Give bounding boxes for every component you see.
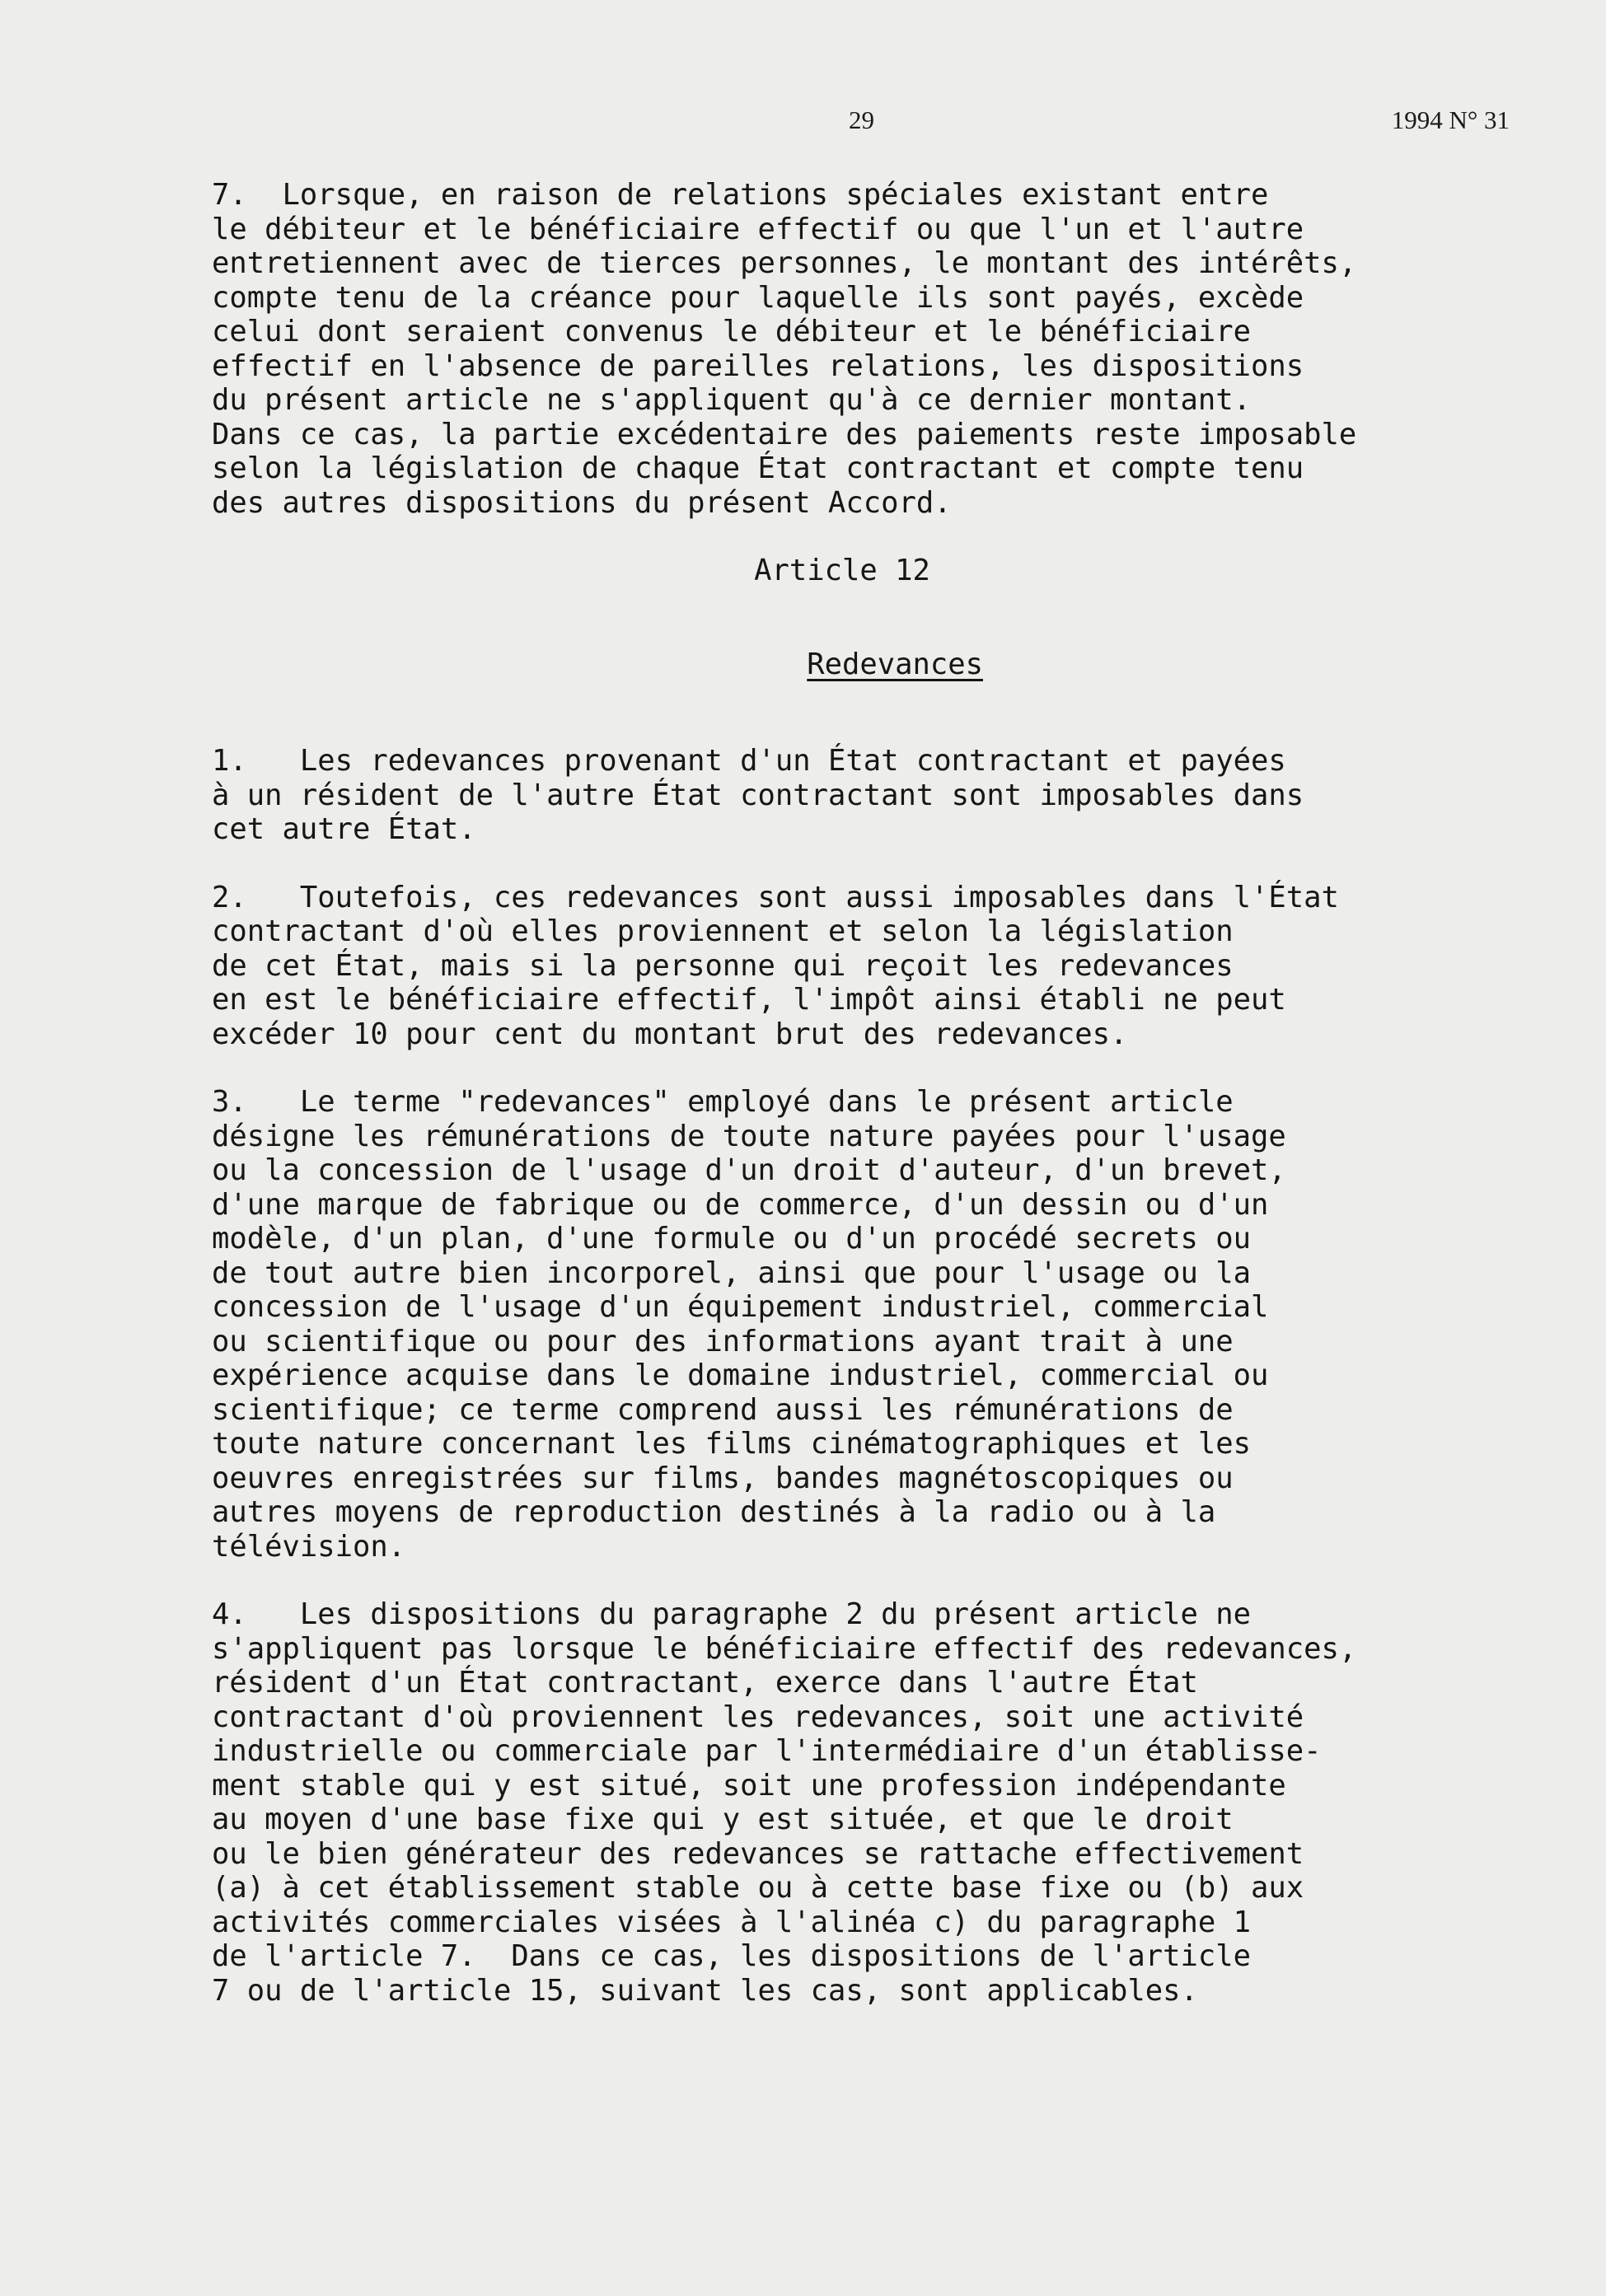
article-subtitle-text: Redevances: [807, 648, 983, 681]
paragraph-7-interest: 7. Lorsque, en raison de relations spéciales existant entre le débiteur et le bénéficiaire effectif ou que l'un et l'autre entretiennent avec de tierces personnes, le montant des intérêts, compte tenu de la créance pour laquelle ils sont payés, excède celui dont seraient convenus le débiteur et le bénéficiaire effectif en l'absence de pareilles relations, les dispositions du présent article ne s'appliquent qu'à ce dernier montant. Dans ce cas, la partie excédentaire des paiements reste imposable selon la législation de chaque État contractant et compte tenu des autres dispositions du présent Accord.: [212, 178, 1357, 520]
paragraph-3: 3. Le terme "redevances" employé dans le présent article désigne les rémunérations de toute nature payées pour l'usage ou la concession de l'usage d'un droit d'auteur, d'un brevet, d'une marque de fabrique ou de commerce, d'un dessin ou d'un modèle, d'un plan, d'une formule ou d'un procédé secrets ou de tout autre bien incorporel, ainsi que pour l'usage ou la concession de l'usage d'un équipement industriel, commercial ou scientifique ou pour des informations ayant trait à une expérience acquise dans le domaine industriel, commercial ou scientifique; ce terme comprend aussi les rémunérations de toute nature concernant les films cinématographiques et les oeuvres enregistrées sur films, bandes magnétoscopiques ou autres moyens de reproduction destinés à la radio ou à la télévision.: [212, 1085, 1286, 1564]
article-title: Article 12: [754, 554, 930, 587]
document-body: [212, 178, 1547, 2041]
paragraph-4: 4. Les dispositions du paragraphe 2 du présent article ne s'appliquent pas lorsque le bénéficiaire effectif des redevances, résident d'un État contractant, exerce dans l'autre État contractant d'où proviennent les redevances, soit une activité industrielle ou commerciale par l'intermédiaire d'un établisse- ment stable qui y est situé, soit une profession indépendante au moyen d'une base fixe qui y est située, et que le droit ou le bien générateur des redevances se rattache effectivement (a) à cet établissement stable ou à cette base fixe ou (b) aux activités commerciales visées à l'alinéa c) du paragraphe 1 de l'article 7. Dans ce cas, les dispositions de l'article 7 ou de l'article 15, suivant les cas, sont applicables.: [212, 1597, 1357, 2008]
paragraph-1: 1. Les redevances provenant d'un État contractant et payées à un résident de l'autre État contractant sont imposables dans cet autre État.: [212, 744, 1304, 846]
issue-number: 1994 N° 31: [1391, 105, 1510, 134]
article-subtitle: [212, 614, 1547, 717]
paragraph-2: 2. Toutefois, ces redevances sont aussi imposables dans l'État contractant d'où elles proviennent et selon la législation de cet État, mais si la personne qui reçoit les redevances en est le bénéficiaire effectif, l'impôt ainsi établi ne peut excéder 10 pour cent du montant brut des redevances.: [212, 880, 1339, 1051]
page-number: 29: [849, 105, 874, 134]
